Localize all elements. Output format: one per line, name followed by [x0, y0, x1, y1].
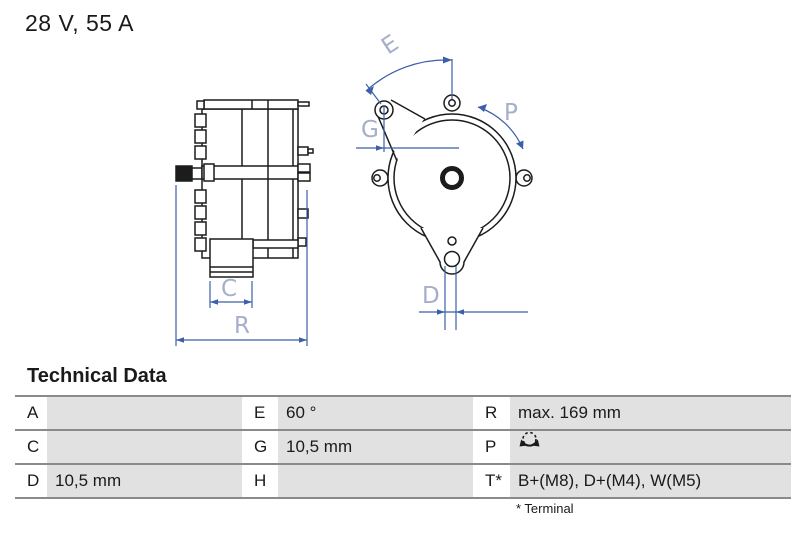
value-cell: max. 169 mm — [510, 397, 791, 429]
key-cell: C — [15, 431, 47, 463]
dim-label-c: C — [221, 276, 238, 302]
key-cell: R — [473, 397, 510, 429]
table-row — [15, 397, 791, 431]
dim-label-g: G — [361, 117, 379, 143]
technical-data-title: Technical Data — [27, 365, 167, 387]
terminal-footnote: * Terminal — [516, 501, 574, 516]
key-cell: P — [473, 431, 510, 463]
dim-label-r: R — [234, 313, 250, 339]
key-cell: G — [242, 431, 278, 463]
key-cell: T* — [473, 465, 510, 497]
value-cell-rotation — [510, 431, 791, 463]
alternator-side-view — [176, 100, 313, 277]
rating-text: 28 V, 55 A — [25, 10, 135, 36]
value-cell: 10,5 mm — [278, 431, 473, 463]
value-cell — [47, 431, 242, 463]
key-cell: A — [15, 397, 47, 429]
technical-data-table — [15, 395, 791, 499]
shaft-end — [176, 166, 192, 181]
value-cell — [278, 465, 473, 497]
value-cell — [47, 397, 242, 429]
dim-label-p: P — [504, 100, 518, 126]
key-cell: D — [15, 465, 47, 497]
value-cell: 60 ° — [278, 397, 473, 429]
value-cell: 10,5 mm — [47, 465, 242, 497]
value-cell: B+(M8), D+(M4), W(M5) — [510, 465, 791, 497]
table-row — [15, 465, 791, 499]
rotation-direction-icon — [518, 430, 541, 462]
dim-label-d: D — [422, 283, 440, 309]
key-cell: H — [242, 465, 278, 497]
dim-label-e: E — [377, 30, 404, 61]
key-cell: E — [242, 397, 278, 429]
table-row — [15, 431, 791, 465]
